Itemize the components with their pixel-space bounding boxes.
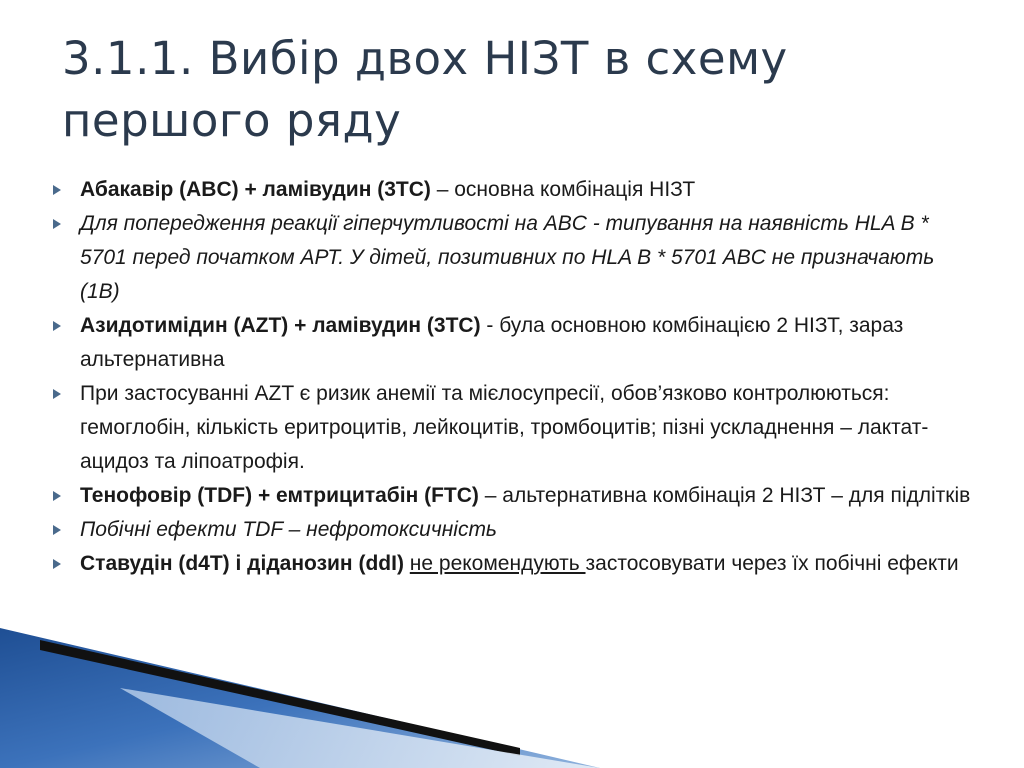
- triangle-right-icon: [52, 173, 66, 207]
- triangle-right-icon: [52, 207, 66, 241]
- triangle-right-icon: [52, 309, 66, 343]
- bullet-2-italic: Для попередження реакції гіперчутливості на ABC - типування на наявність HLA B * 5701 перед початком АРТ. У дітей, позитивних по HLA B * 5701 ABC не призначають (1B): [80, 212, 935, 303]
- triangle-right-icon: [52, 479, 66, 513]
- bullet-3-text: - була основною комбінацією 2 НІЗТ, зараз альтернативна: [80, 314, 904, 371]
- bullet-item-3: [48, 309, 973, 377]
- bullet-item-2: [48, 207, 973, 309]
- bullet-list: [48, 173, 973, 581]
- triangle-right-icon: [52, 377, 66, 411]
- bullet-3-bold: Азидотимідин (AZT) + ламівудин (3TC): [80, 314, 481, 337]
- bullet-5-bold: Тенофовір (TDF) + емтрицитабін (FTC): [80, 484, 479, 507]
- bullet-7-underlined: не рекомендують: [409, 552, 586, 575]
- triangle-right-icon: [52, 547, 66, 581]
- slide-title: 3.1.1. Вибір двох НІЗТ в схему першого ряду: [62, 32, 788, 147]
- bullet-1-text: – основна комбінація НІЗТ: [430, 178, 696, 201]
- bullet-1-bold: Абакавір (ABC) + ламівудин (3TC): [80, 178, 431, 201]
- bullet-item-5: [48, 479, 973, 513]
- bullet-5-text: – альтернативна комбінація 2 НІЗТ – для підлітків: [478, 484, 971, 507]
- bullet-6-italic: Побічні ефекти TDF – нефротоксичність: [80, 518, 497, 541]
- bullet-7-bold: Ставудін (d4T) і діданозин (ddI): [80, 552, 404, 575]
- bullet-4-text: При застосуванні AZT є ризик анемії та мієлосупресії, обов’язково контролюються: гемоглобін, кількість еритроцитів, лейкоцитів, тромбоцитів; пізні ускладнення – лактат-ацидоз та ліпоатрофія.: [80, 382, 929, 473]
- bullet-item-1: [48, 173, 973, 207]
- corner-decoration: [0, 628, 1024, 768]
- bullet-item-4: [48, 377, 973, 479]
- triangle-right-icon: [52, 513, 66, 547]
- bullet-item-6: [48, 513, 973, 547]
- bullet-item-7: [48, 547, 973, 581]
- bullet-7-text: застосовувати через їх побічні ефекти: [585, 552, 959, 575]
